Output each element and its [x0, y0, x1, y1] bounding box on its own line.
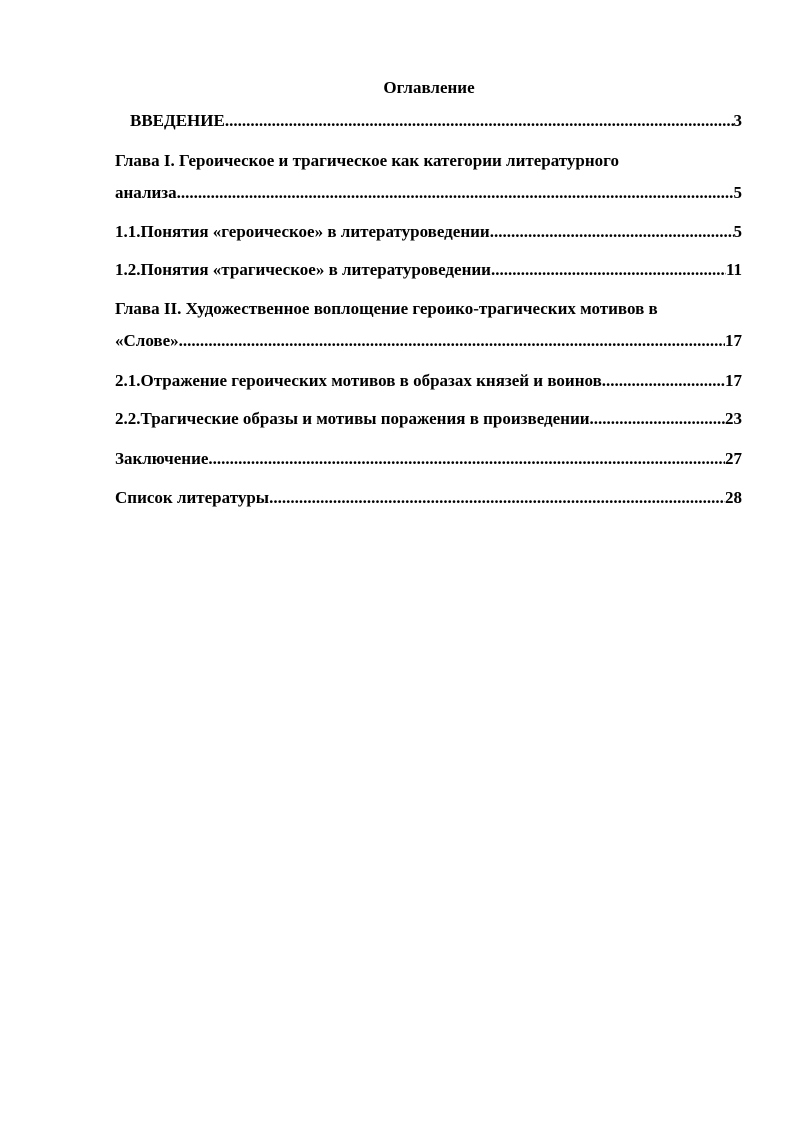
toc-entry-bibliography[interactable] — [115, 487, 742, 509]
toc-entry-chapter-2[interactable] — [115, 298, 742, 352]
toc-leader-dots — [602, 370, 725, 392]
toc-entry-page: 27 — [725, 449, 742, 468]
toc-entry-text: 1.2.Понятия «трагическое» в литературоведении — [115, 260, 491, 279]
toc-entry-introduction[interactable] — [115, 110, 742, 132]
toc-title: Оглавление — [383, 78, 475, 97]
toc-entry-text: анализа — [115, 183, 177, 202]
toc-entry-text-line1: Глава I. Героическое и трагическое как категории литературного — [115, 151, 619, 170]
toc-leader-dots — [269, 487, 725, 509]
toc-entry-page: 11 — [725, 260, 742, 279]
toc-entry-chapter-1[interactable] — [115, 150, 742, 204]
toc-entry-page: 28 — [725, 488, 742, 507]
toc-entry-text: ВВЕДЕНИЕ — [130, 111, 225, 130]
toc-entry-conclusion[interactable] — [115, 448, 742, 470]
toc-entry-page: 5 — [733, 222, 742, 241]
toc-entry-text: 1.1.Понятия «героическое» в литературоведении — [115, 222, 490, 241]
toc-leader-dots — [225, 110, 734, 132]
toc-entry-page: 17 — [725, 371, 742, 390]
toc-leader-dots — [179, 330, 725, 352]
toc-entry-text: Заключение — [115, 449, 209, 468]
toc-entry-text-line1: Глава II. Художественное воплощение героико-трагических мотивов в — [115, 299, 658, 318]
toc-leader-dots — [490, 221, 734, 243]
toc-entry-section-1-2[interactable] — [115, 259, 742, 281]
toc-entry-page: 23 — [725, 409, 742, 428]
toc-entry-text: 2.2.Трагические образы и мотивы поражения в произведении — [115, 409, 590, 428]
toc-entry-text: 2.1.Отражение героических мотивов в образах князей и воинов — [115, 371, 602, 390]
toc-leader-dots — [491, 259, 726, 281]
toc-leader-dots — [590, 408, 725, 430]
toc-entry-text: «Слове» — [115, 331, 179, 350]
toc-leader-dots — [177, 182, 734, 204]
toc-entry-page: 3 — [733, 111, 742, 130]
toc-entry-section-1-1[interactable] — [115, 221, 742, 243]
toc-entry-page: 5 — [733, 183, 742, 202]
toc-entry-text: Список литературы — [115, 488, 270, 507]
toc-entry-page: 17 — [725, 331, 742, 350]
toc-entry-section-2-1[interactable] — [115, 370, 742, 392]
toc-entry-section-2-2[interactable] — [115, 408, 742, 430]
toc-leader-dots — [208, 448, 725, 470]
